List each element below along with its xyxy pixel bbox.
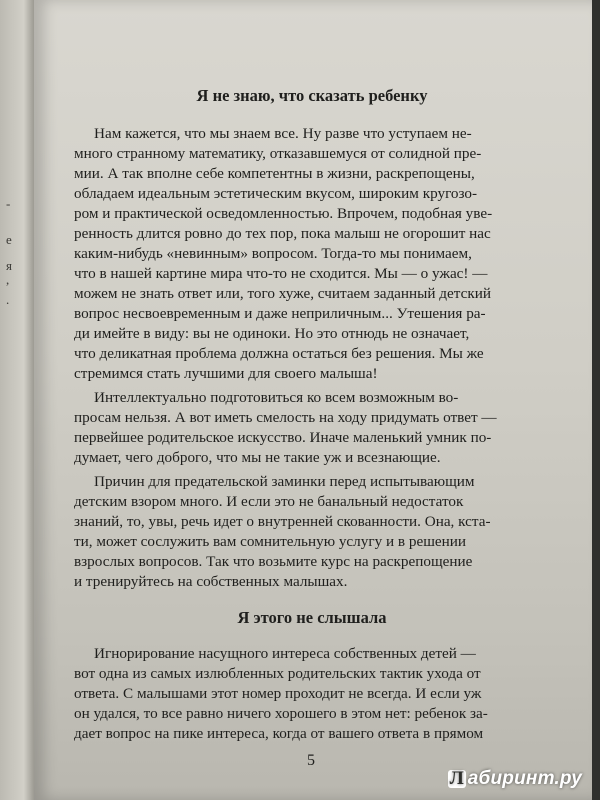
text-line: ти, может сослужить вам сомнительную услугу и в решении [74, 533, 467, 550]
section-heading: Я не знаю, что сказать ребенку [196, 86, 428, 105]
text-line: мии. А так вполне себе компетентны в жизни, раскрепощены, [74, 165, 475, 182]
book-page [34, 0, 592, 800]
adjacent-page-edge [0, 0, 34, 800]
text-line: ди имейте в виду: вы не одиноки. Но это отнюдь не означает, [74, 325, 470, 342]
text-line: думает, чего доброго, что мы не такие уж и всезнающие. [74, 449, 441, 466]
text-line: стремимся стать лучшими для своего малыша! [74, 365, 378, 382]
watermark-text: абиринт.ру [467, 768, 582, 789]
text-line: ответа. С малышами этот номер проходит не всегда. И если уж [74, 685, 482, 702]
text-line: вопрос несвоевременным и даже неприличным... Утешения ра- [74, 305, 486, 322]
text-line: просам нельзя. А вот иметь смелость на ходу придумать ответ — [74, 409, 497, 426]
page-number: 5 [307, 752, 315, 769]
text-line: ренность длится ровно до тех пор, пока малыш не огорошит нас [74, 225, 491, 242]
left-page-fragment: е [6, 232, 12, 247]
left-page-fragment: , [6, 272, 10, 287]
left-page-fragment: я [6, 258, 12, 273]
text-line: что в нашей картине мира что-то не сходится. Мы — о ужас! — [74, 265, 488, 282]
left-page-fragment: . [6, 292, 10, 307]
text-line: и тренируйтесь на собственных малышах. [74, 573, 348, 590]
text-line: Интеллектуально подготовиться ко всем возможным во- [94, 389, 459, 406]
section-heading: Я этого не слышала [237, 608, 387, 627]
text-line: первейшее родительское искусство. Иначе маленький умник по- [74, 429, 492, 446]
text-line: Причин для предательской заминки перед испытывающим [94, 473, 475, 490]
left-page-fragment: - [6, 196, 11, 211]
text-line: что деликатная проблема должна остаться без решения. Мы же [74, 345, 484, 362]
text-line: вот одна из самых излюбленных родительских тактик ухода от [74, 665, 481, 682]
text-line: знаний, то, увы, речь идет о внутренней скованности. Она, кста- [74, 513, 491, 530]
labirint-logo-icon: Л [449, 768, 464, 789]
text-line: ром и практической осведомленностью. Впрочем, подобная уве- [74, 205, 493, 222]
text-line: обладаем идеальным эстетическим вкусом, широким кругозо- [74, 185, 478, 202]
text-line: можем не знать ответ или, того хуже, считаем заданный детский [74, 285, 491, 302]
text-line: взрослых вопросов. Так что возьмите курс на раскрепощение [74, 553, 473, 570]
labirint-watermark [448, 768, 582, 790]
text-line: он удался, то все равно ничего хорошего в этом нет: ребенок за- [74, 705, 488, 722]
text-line: дает вопрос на пике интереса, когда от вашего ответа в прямом [74, 725, 484, 742]
text-line: много странному математику, отказавшемуся от солидной пре- [74, 145, 482, 162]
text-line: детским взором много. И если это не банальный недостаток [74, 493, 464, 510]
text-line: Игнорирование насущного интереса собственных детей — [94, 645, 476, 662]
page-text [34, 0, 592, 800]
text-line: каким-нибудь «невинным» вопросом. Тогда-то мы понимаем, [74, 245, 472, 262]
text-line: Нам кажется, что мы знаем все. Ну разве что уступаем не- [94, 125, 472, 142]
